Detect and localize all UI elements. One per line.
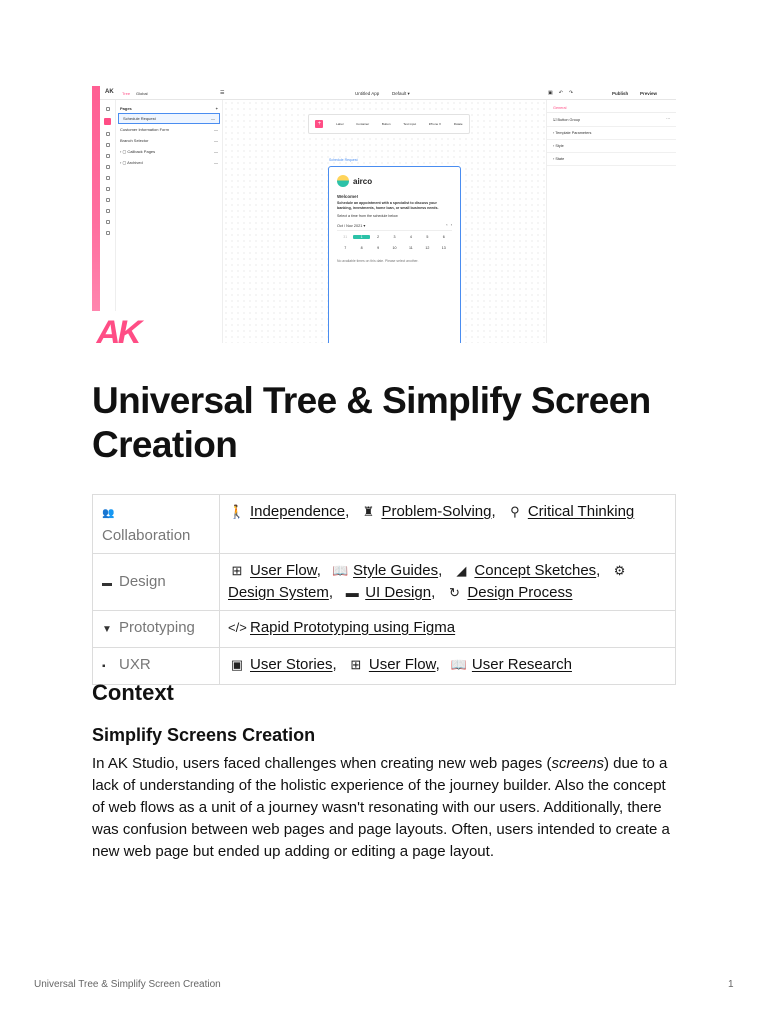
tags-cell	[220, 611, 676, 648]
context-subheading: Simplify Screens Creation	[92, 725, 316, 745]
tag-link[interactable]: User Flow	[250, 562, 317, 579]
tree-item[interactable]: Customer Information Form —	[120, 127, 218, 132]
toolbar-item[interactable]: Label	[336, 122, 344, 126]
app-topbar	[100, 86, 676, 100]
tree-item[interactable]: › ▢ Archived —	[120, 160, 218, 165]
sitemap-icon: ⊞	[350, 657, 362, 672]
ak-logo: AK	[96, 314, 140, 343]
calendar-day[interactable]: 7	[344, 246, 347, 251]
tag-link[interactable]: UI Design	[365, 584, 432, 601]
tab-tree[interactable]: Tree	[122, 91, 131, 96]
airco-logo-icon	[337, 175, 349, 187]
calendar-day[interactable]: 5	[426, 235, 429, 240]
book-open-icon: 📖	[331, 563, 349, 578]
category-label: Collaboration	[102, 527, 191, 544]
toolbar-item[interactable]: Rotate	[453, 122, 463, 126]
pages-icon: ▣	[230, 657, 244, 672]
rail-icon[interactable]	[106, 165, 110, 169]
rail-icon[interactable]	[106, 198, 110, 202]
calendar-day[interactable]: 12	[425, 246, 430, 251]
monitor-icon: ▬	[345, 585, 359, 600]
thumbs-down-icon: ▼	[102, 624, 112, 635]
design-canvas[interactable]	[223, 100, 546, 343]
calendar-day[interactable]: 8	[360, 246, 363, 251]
sitemap-icon: ⊞	[231, 563, 243, 578]
tags-cell: ▣ User Stories, ⊞ User Flow, 📖 User Research	[220, 648, 676, 685]
person-walking-icon: 🚶	[228, 504, 246, 519]
app-name[interactable]: Untitled App	[355, 91, 380, 96]
preview-button[interactable]: Preview	[640, 91, 658, 96]
category-label: Design	[119, 573, 166, 590]
no-times-message: No available times on this date. Please select another.	[337, 259, 419, 264]
context-heading: Context	[92, 680, 174, 705]
add-control-button[interactable]: +	[315, 120, 323, 128]
monitor-icon: ▬	[102, 578, 112, 589]
gear-icon: ⚙	[613, 563, 626, 578]
tags-cell: ⊞ User Flow, 📖 Style Guides, ◢ Concept Sketches, ⚙ Design System, ▬ UI Design, ↻ Design Process	[220, 554, 676, 611]
team-icon: 👥	[102, 508, 115, 519]
calendar-day-selected[interactable]: 1	[353, 235, 369, 239]
rail-icon[interactable]	[106, 132, 110, 136]
skills-table	[92, 494, 676, 685]
prop-row[interactable]: › Template Parameters	[547, 127, 676, 140]
toolbar-item[interactable]: Button	[381, 122, 391, 126]
rail-icon[interactable]	[106, 231, 110, 235]
table-row	[93, 554, 676, 611]
calendar-days	[337, 235, 452, 250]
tree-header: Pages +	[120, 106, 218, 111]
tag-link[interactable]: User Stories	[250, 656, 333, 673]
rail-icon[interactable]	[106, 220, 110, 224]
page-tree	[116, 100, 223, 343]
app-logo: AK	[105, 89, 114, 95]
rail-icon[interactable]	[106, 176, 110, 180]
tree-item[interactable]: Schedule Request —	[118, 113, 220, 124]
tree-item[interactable]: Branch Selector —	[120, 138, 218, 143]
environment-select[interactable]: Default ▾	[392, 91, 410, 96]
tag-link[interactable]: Design Process	[467, 584, 573, 601]
phone-frame[interactable]	[328, 166, 461, 343]
ruler-triangle-icon: ◢	[456, 563, 467, 578]
select-instruction: Select a time from the schedule below	[337, 214, 398, 219]
welcome-description: Schedule an appointment with a specialist to discuss your banking, investments, home loan, or small business needs.	[337, 201, 439, 210]
canvas-toolbar	[308, 114, 470, 134]
rail-icon[interactable]	[106, 209, 110, 213]
app-screenshot	[100, 86, 676, 343]
category-label: UXR	[119, 656, 151, 673]
category-cell	[93, 611, 220, 648]
prop-row[interactable]: › Style	[547, 140, 676, 153]
tag-link[interactable]: Style Guides	[353, 562, 439, 579]
tags-cell: 🚶 Independence, ♜ Problem-Solving, ⚲ Critical Thinking	[220, 495, 676, 554]
publish-button[interactable]: Publish	[612, 91, 629, 96]
airco-logo: airco	[337, 175, 452, 187]
tag-link[interactable]: Design System	[228, 584, 329, 601]
device-select[interactable]: iPhone X	[428, 122, 442, 126]
rail-icon[interactable]	[106, 107, 110, 111]
calendar-day[interactable]: 3	[393, 235, 396, 240]
emphasis-text: screens	[551, 755, 604, 772]
page-title: Universal Tree & Simplify Screen Creation	[92, 380, 651, 465]
table-row	[93, 495, 676, 554]
tag-link[interactable]: User Research	[471, 656, 572, 673]
calendar-day[interactable]: 13	[441, 246, 446, 251]
table-row	[93, 611, 676, 648]
side-rail	[100, 100, 116, 343]
month-selector[interactable]: Oct / Nov 2021 ▾ ‹ ›	[337, 223, 452, 231]
calendar-day[interactable]: 6	[442, 235, 445, 240]
toolbar-icons[interactable]: ▣↶↷	[548, 90, 580, 96]
book-open-icon: 📖	[450, 657, 467, 672]
toolbar-item[interactable]: Container	[356, 122, 370, 126]
calendar-day[interactable]: 11	[409, 246, 413, 251]
category-label: Prototyping	[119, 619, 195, 636]
rail-icon-active[interactable]	[104, 118, 111, 125]
tag-link[interactable]: Independence	[250, 503, 346, 520]
category-cell	[93, 648, 220, 685]
code-icon: </>	[228, 620, 247, 635]
tag-link[interactable]: Problem-Solving	[381, 503, 492, 520]
context-paragraph: In AK Studio, users faced challenges when creating new web pages (screens) due to a lack of understanding of the holistic experience of the journey builder. Also the concept of web flows as a unit of a journey wasn't resonating with our users. Additionally, there was confusion between web pages and page layouts. Often, users intended to create a new web page but ended up adding or editing a page layout.	[92, 755, 670, 860]
calendar-day[interactable]: 9	[377, 246, 380, 251]
calendar-day[interactable]: 4	[409, 235, 412, 240]
properties-panel	[546, 100, 676, 343]
tag-link[interactable]: Concept Sketches	[474, 562, 597, 579]
calendar-day[interactable]: 10	[392, 246, 397, 251]
category-cell	[93, 554, 220, 611]
rail-icon[interactable]	[106, 187, 110, 191]
frame-label: Schedule Request	[329, 158, 358, 162]
tab-general[interactable]: General	[547, 100, 676, 113]
calendar-day[interactable]: 31	[343, 235, 348, 240]
tree-item[interactable]: › ▢ Callback Pages —	[120, 149, 218, 154]
calendar-day[interactable]: 2	[377, 235, 380, 240]
prop-row[interactable]: › State	[547, 153, 676, 166]
category-cell	[93, 495, 220, 554]
footer-title: Universal Tree & Simplify Screen Creation	[34, 979, 221, 990]
tag-link[interactable]: User Flow	[368, 656, 436, 673]
prop-row[interactable]: ☑ Button Group ···	[547, 113, 676, 127]
briefcase-icon: ▪	[102, 661, 106, 672]
menu-icon[interactable]: ☰	[220, 90, 225, 96]
tag-link[interactable]: Rapid Prototyping using Figma	[250, 619, 456, 636]
tag-link[interactable]: Critical Thinking	[527, 503, 635, 520]
process-icon: ↻	[448, 585, 460, 600]
rail-icon[interactable]	[106, 154, 110, 158]
tab-global[interactable]: Global	[136, 91, 148, 96]
chess-rook-icon: ♜	[362, 504, 375, 519]
toolbar-item[interactable]: Text input	[403, 122, 417, 126]
page-number: 1	[728, 979, 734, 990]
rail-icon[interactable]	[106, 143, 110, 147]
brain-icon: ⚲	[510, 504, 520, 519]
welcome-text: Welcome!	[337, 194, 359, 199]
hero-banner	[92, 86, 676, 343]
table-row	[93, 648, 676, 685]
